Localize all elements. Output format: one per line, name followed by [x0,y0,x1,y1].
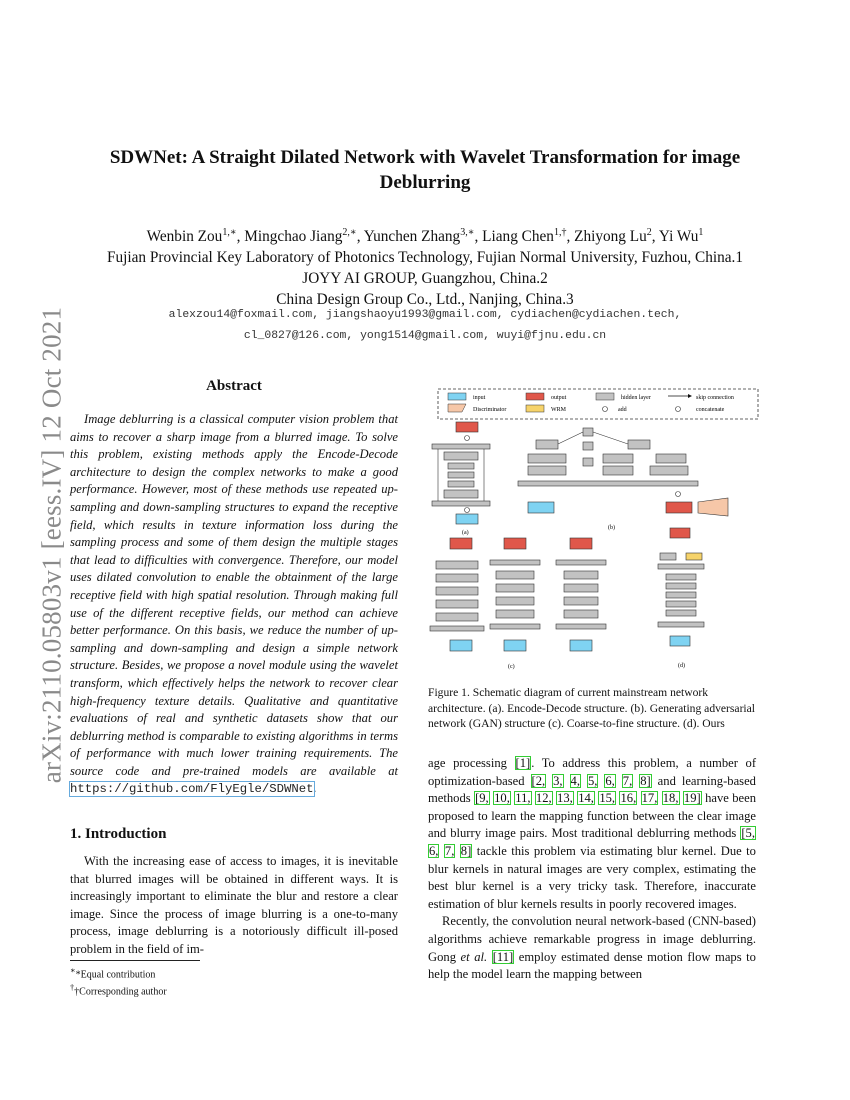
email-line-2[interactable]: cl_0827@126.com, yong1514@gmail.com, wuyi@fjnu.edu.cn [243,330,607,342]
legend-skip-label: skip connection [696,395,734,401]
citation-link[interactable]: 18, [662,791,679,806]
citation-link[interactable]: [1] [515,756,531,770]
citation-link[interactable]: 16, [620,791,637,806]
diagram-c [430,538,606,670]
github-link[interactable]: https://github.com/FlyEgle/SDWNet [70,782,314,797]
citation-link[interactable]: 12, [535,791,552,806]
paper-title: SDWNet: A Straight Dilated Network with Wavelet Transformation for image Deblurring [109,147,741,193]
diagram-b [518,428,728,531]
diagram-a [432,422,490,536]
citation-link[interactable]: [5, [741,826,755,841]
figure-legend [438,389,758,419]
citation-link[interactable]: 19] [683,791,701,806]
legend-discriminator-swatch [448,404,466,412]
arxiv-id-text: arXiv:2110.05803v1 [eess.IV] 12 Oct 2021 [36,306,67,784]
email-line-1[interactable]: alexzou14@foxmail.com, jiangshaoyu1993@gmail.com, cydiachen@cydiachen.tech, [168,309,682,321]
introduction-heading: 1. Introduction [70,826,167,842]
legend-add-symbol [603,407,608,412]
legend-input-swatch [448,393,466,400]
citation-link[interactable]: 10, [494,791,510,806]
author-block [70,222,780,310]
legend-output-label: output [551,395,567,401]
legend-add-label: add [618,407,627,413]
citation-link[interactable]: 14, [578,791,594,806]
footnotes [70,964,167,999]
architecture-figure [428,386,768,676]
legend-output-swatch [526,393,544,400]
label-c: (c) [508,664,515,670]
paragraph-continued: age processing [1]. To address this problem, a number of optimization-based [2, 3, 4, 5, 6, 7, 8] and learning-based methods [9, 10, 11, 12, 13, 14, 15, 16, 17, 18, 19] have been proposed to learn the mapping function between the clear image and blurry image pairs. Most traditional deblurring methods [5, 6, 7, 8] tackle this problem via estimating blur kernel. Due to blur kernels in natural images are very complex, estimating the best blur kernel is a very tricky task. Therefore, inaccurate estimation of blur kernels results in poorly recovered images. [428,756,757,911]
label-b: (b) [608,525,615,531]
legend-hidden-swatch [596,393,614,400]
abstract-heading: Abstract [206,378,262,394]
label-d: (d) [678,663,685,669]
footnote-rule [70,960,200,961]
footnote-corresponding: ††Corresponding author [70,983,167,998]
affiliation-2: JOYY AI GROUP, Guangzhou, China.2 [302,270,548,288]
citation-link[interactable]: 11, [515,791,531,806]
citation-link[interactable]: 6, [429,843,439,858]
email-block [70,305,780,347]
legend-concat-symbol [676,407,681,412]
citation-link[interactable]: 4, [570,773,580,788]
citation-link[interactable]: [11] [492,949,514,964]
legend-wrm-label: WRM [551,407,566,413]
citation-link[interactable]: [9, [475,791,489,806]
citation-link[interactable]: 8] [640,773,651,788]
abstract-text: Image deblurring is a classical computer vision problem that aims to recover a sharp image from a blurred image. To solve this problem, existing methods apply the Encode-Decode architecture to design the complex networks to make a good performance. However, most of these methods use repeated up-sampling and down-sampling structures to expand the receptive field, which results in texture information loss during the sampling process and some of them design the multiple stages that lead to difficulties with convergence. Therefore, our model uses dilated convolution to enable the obtainment of the large receptive field with high spatial resolution. Through making full use of the different receptive fields, our method can achieve better performance. On this basis, we reduce the number of up-sampling and down-sampling and design a simple network structure. Besides, we propose a novel module using the wavelet transform, which effectively helps the network to recover clear high-frequency texture details. Qualitative and quantitative evaluations of real and synthetic datasets show that our deblurring method is comparable to existing algorithms in terms of performance with much lower training requirements. The source code and pre-trained models are available at [70,412,398,778]
author-list: Wenbin Zou$^{1,∗}$, Mingchao Jiang$^{2,∗}$, Yunchen Zhang$^{3,∗}$, Liang Chen$^{1,\dagger}$, Zhiyong Lu$^2$, Yi Wu$^1$ [146,227,704,246]
figure-caption: Figure 1. Schematic diagram of current mainstream network architecture. (a). Encode-Decode structure. (b). Generating adversarial network (GAN) structure (c). Coarse-to-fine structure. (d). Ours [428,686,756,730]
citation-link[interactable]: [2, [531,773,546,788]
abstract-body: Image deblurring is a classical computer vision problem that aims to recover a sharp image from a blurred image. To solve this problem, existing methods apply the Encode-Decode architecture to design the complex networks to make a good performance. However, most of these methods use repeated up-sampling and down-sampling structures to expand the receptive field, which results in texture information loss during the sampling process and some of them design the multiple stages that lead to difficulties with convergence. Therefore, our model uses dilated convolution to enable the obtainment of the large receptive field with high spatial resolution. Through making full use of the different receptive fields, our method can achieve better performance. On this basis, we reduce the number of up-sampling and down-sampling and design a simple network structure. Besides, we propose a novel module using the wavelet transform, which effectively helps the network to recover clear high-frequency texture details. Qualitative and quantitative evaluations of real and synthetic datasets show that our deblurring method is comparable to existing algorithms in terms of performance with much lower training requirements. The source code and pre-trained models are available at https://github.com/FlyEgle/SDWNet. [70,412,398,797]
affiliation-1: Fujian Provincial Key Laboratory of Photonics Technology, Fujian Normal University, Fuzhou, China.1 [106,249,744,267]
introduction-paragraph: With the increasing ease of access to images, it is inevitable that blurred images will be obtained in different ways. It is increasingly important to eliminate the blur and restore a clear image. Since the process of image blurring is a one-to-many process, image deblurring is a notoriously difficult ill-posed problem in the field of im- [70,854,398,956]
legend-hidden-label: hidden layer [621,395,651,401]
diagram-d [658,528,704,669]
legend-concat-label: concatenate [696,407,725,413]
citation-link[interactable]: 5, [587,773,598,788]
right-column-text [428,755,756,984]
arxiv-side-identifier [0,0,80,1100]
citation-link[interactable]: 15, [599,791,616,806]
citation-link[interactable]: 8] [460,843,472,858]
footnote-equal: ∗*Equal contribution [70,966,156,981]
citation-link[interactable]: 3, [553,773,563,788]
affiliation-3: China Design Group Co., Ltd., Nanjing, China.3 [276,291,574,309]
label-a: (a) [462,530,469,536]
legend-discriminator-label: Discriminator [473,407,507,413]
citation-link[interactable]: 6, [605,773,615,788]
paragraph-cnn: Recently, the convolution neural network-based (CNN-based) algorithms achieve remarkable progress in image deblurring. Gong et al. [11] employ estimated dense motion flow maps to help the model learn the mapping between [428,914,756,982]
citation-link[interactable]: 13, [557,791,573,806]
legend-input-label: input [473,395,486,401]
citation-link[interactable]: 7, [622,773,633,788]
legend-wrm-swatch [526,405,544,412]
citation-link[interactable]: 17, [641,791,658,806]
citation-link[interactable]: 7, [444,843,455,858]
